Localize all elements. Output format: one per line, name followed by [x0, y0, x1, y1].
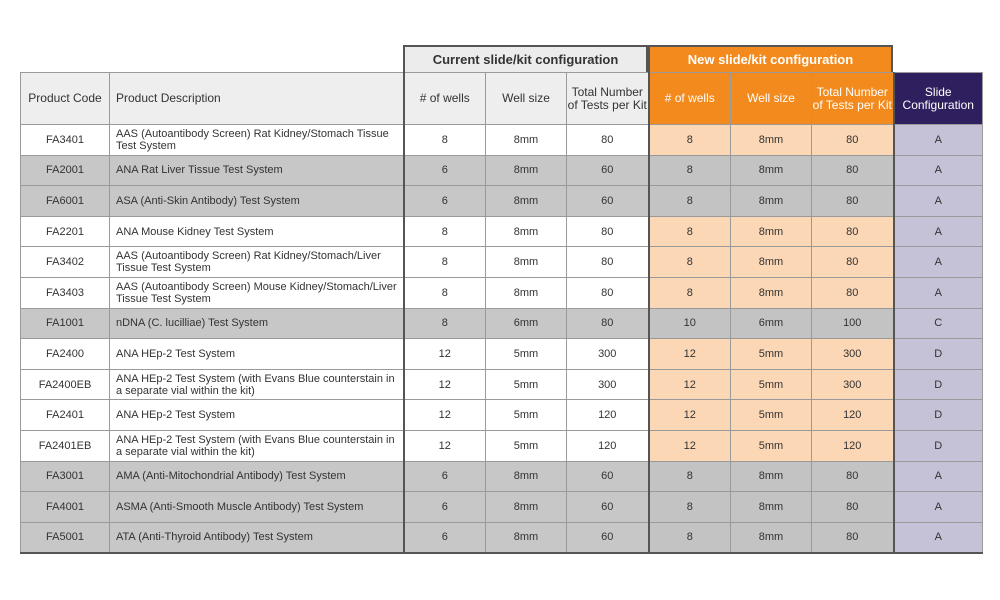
cell-current-well-size: 8mm — [486, 125, 567, 156]
cell-new-total-tests: 120 — [812, 400, 894, 431]
cell-current-wells: 8 — [404, 125, 486, 156]
cell-product-description: ANA Rat Liver Tissue Test System — [110, 155, 404, 186]
cell-current-wells: 8 — [404, 277, 486, 308]
cell-new-total-tests: 300 — [812, 369, 894, 400]
cell-product-description: ATA (Anti-Thyroid Antibody) Test System — [110, 522, 404, 553]
cell-new-wells: 12 — [649, 430, 731, 461]
cell-product-code: FA3401 — [21, 125, 110, 156]
table-row — [21, 461, 983, 492]
table-row — [21, 522, 983, 553]
cell-new-wells: 8 — [649, 461, 731, 492]
cell-new-wells: 8 — [649, 155, 731, 186]
cell-current-wells: 6 — [404, 461, 486, 492]
table-row — [21, 125, 983, 156]
cell-current-well-size: 8mm — [486, 492, 567, 523]
cell-current-total-tests: 80 — [567, 125, 649, 156]
cell-new-total-tests: 80 — [812, 155, 894, 186]
table-row — [21, 186, 983, 217]
cell-product-code: FA2400 — [21, 339, 110, 370]
table-row — [21, 369, 983, 400]
col-header-current-total-tests: Total Number of Tests per Kit — [567, 73, 649, 125]
new-config-header: New slide/kit configuration — [648, 45, 893, 72]
cell-slide-configuration: A — [894, 216, 983, 247]
cell-current-wells: 6 — [404, 186, 486, 217]
table-row — [21, 277, 983, 308]
cell-current-wells: 8 — [404, 216, 486, 247]
cell-new-wells: 8 — [649, 247, 731, 278]
cell-current-well-size: 5mm — [486, 339, 567, 370]
cell-product-code: FA2401 — [21, 400, 110, 431]
cell-current-well-size: 8mm — [486, 155, 567, 186]
cell-new-wells: 12 — [649, 369, 731, 400]
cell-product-code: FA3001 — [21, 461, 110, 492]
cell-current-total-tests: 300 — [567, 369, 649, 400]
cell-product-description: ASA (Anti-Skin Antibody) Test System — [110, 186, 404, 217]
cell-new-well-size: 8mm — [731, 492, 812, 523]
cell-new-total-tests: 120 — [812, 430, 894, 461]
cell-product-description: ANA HEp-2 Test System — [110, 400, 404, 431]
cell-slide-configuration: A — [894, 247, 983, 278]
cell-current-total-tests: 80 — [567, 308, 649, 339]
col-header-new-wells: # of wells — [649, 73, 731, 125]
cell-new-wells: 8 — [649, 522, 731, 553]
cell-current-well-size: 8mm — [486, 216, 567, 247]
cell-new-well-size: 8mm — [731, 247, 812, 278]
cell-new-total-tests: 80 — [812, 461, 894, 492]
cell-current-total-tests: 60 — [567, 492, 649, 523]
cell-product-code: FA3403 — [21, 277, 110, 308]
cell-new-well-size: 6mm — [731, 308, 812, 339]
cell-new-wells: 8 — [649, 186, 731, 217]
cell-product-description: ANA HEp-2 Test System — [110, 339, 404, 370]
cell-new-total-tests: 80 — [812, 492, 894, 523]
cell-current-wells: 12 — [404, 400, 486, 431]
cell-current-well-size: 5mm — [486, 430, 567, 461]
col-header-product-code: Product Code — [21, 73, 110, 125]
cell-current-total-tests: 60 — [567, 186, 649, 217]
cell-product-code: FA1001 — [21, 308, 110, 339]
cell-new-total-tests: 300 — [812, 339, 894, 370]
cell-current-wells: 6 — [404, 522, 486, 553]
cell-new-well-size: 8mm — [731, 125, 812, 156]
cell-new-wells: 12 — [649, 400, 731, 431]
cell-product-description: AMA (Anti-Mitochondrial Antibody) Test System — [110, 461, 404, 492]
cell-new-well-size: 8mm — [731, 216, 812, 247]
cell-product-code: FA5001 — [21, 522, 110, 553]
cell-new-wells: 10 — [649, 308, 731, 339]
cell-current-total-tests: 60 — [567, 155, 649, 186]
cell-product-description: ANA HEp-2 Test System (with Evans Blue counterstain in a separate vial within the kit) — [110, 430, 404, 461]
cell-product-code: FA6001 — [21, 186, 110, 217]
cell-current-total-tests: 80 — [567, 277, 649, 308]
current-config-header: Current slide/kit configuration — [403, 45, 648, 72]
col-header-current-well-size: Well size — [486, 73, 567, 125]
cell-product-code: FA3402 — [21, 247, 110, 278]
cell-product-description: AAS (Autoantibody Screen) Rat Kidney/Stomach Tissue Test System — [110, 125, 404, 156]
cell-product-description: nDNA (C. lucilliae) Test System — [110, 308, 404, 339]
table-header-row — [21, 73, 983, 125]
cell-product-description: AAS (Autoantibody Screen) Mouse Kidney/Stomach/Liver Tissue Test System — [110, 277, 404, 308]
table-row — [21, 247, 983, 278]
cell-current-wells: 8 — [404, 308, 486, 339]
cell-current-wells: 12 — [404, 339, 486, 370]
cell-current-total-tests: 60 — [567, 461, 649, 492]
cell-new-well-size: 8mm — [731, 186, 812, 217]
cell-current-total-tests: 120 — [567, 430, 649, 461]
cell-new-total-tests: 80 — [812, 216, 894, 247]
cell-new-well-size: 5mm — [731, 430, 812, 461]
cell-new-wells: 8 — [649, 492, 731, 523]
cell-slide-configuration: A — [894, 186, 983, 217]
cell-slide-configuration: A — [894, 492, 983, 523]
cell-product-description: AAS (Autoantibody Screen) Rat Kidney/Stomach/Liver Tissue Test System — [110, 247, 404, 278]
cell-current-total-tests: 60 — [567, 522, 649, 553]
cell-slide-configuration: A — [894, 277, 983, 308]
cell-new-wells: 8 — [649, 216, 731, 247]
cell-slide-configuration: A — [894, 461, 983, 492]
cell-product-code: FA4001 — [21, 492, 110, 523]
cell-current-well-size: 6mm — [486, 308, 567, 339]
cell-current-well-size: 8mm — [486, 186, 567, 217]
table-row — [21, 339, 983, 370]
cell-new-total-tests: 80 — [812, 247, 894, 278]
cell-slide-configuration: D — [894, 430, 983, 461]
cell-current-wells: 12 — [404, 369, 486, 400]
cell-current-wells: 6 — [404, 492, 486, 523]
table-row — [21, 155, 983, 186]
cell-new-total-tests: 80 — [812, 277, 894, 308]
cell-slide-configuration: D — [894, 339, 983, 370]
cell-current-total-tests: 120 — [567, 400, 649, 431]
cell-slide-configuration: A — [894, 522, 983, 553]
cell-current-total-tests: 80 — [567, 247, 649, 278]
cell-slide-configuration: C — [894, 308, 983, 339]
table-body — [21, 125, 983, 553]
cell-product-code: FA2401EB — [21, 430, 110, 461]
col-header-new-well-size: Well size — [731, 73, 812, 125]
cell-new-well-size: 8mm — [731, 461, 812, 492]
cell-product-code: FA2400EB — [21, 369, 110, 400]
cell-current-well-size: 5mm — [486, 369, 567, 400]
cell-current-total-tests: 80 — [567, 216, 649, 247]
cell-slide-configuration: D — [894, 400, 983, 431]
table-row — [21, 492, 983, 523]
table-row — [21, 430, 983, 461]
table-row — [21, 400, 983, 431]
cell-new-well-size: 5mm — [731, 400, 812, 431]
col-header-product-description: Product Description — [110, 73, 404, 125]
cell-new-wells: 8 — [649, 125, 731, 156]
table-row — [21, 308, 983, 339]
cell-product-description: ANA HEp-2 Test System (with Evans Blue counterstain in a separate vial within the kit) — [110, 369, 404, 400]
cell-current-well-size: 5mm — [486, 400, 567, 431]
cell-new-total-tests: 80 — [812, 125, 894, 156]
cell-new-well-size: 5mm — [731, 369, 812, 400]
col-header-current-wells: # of wells — [404, 73, 486, 125]
cell-new-well-size: 8mm — [731, 522, 812, 553]
col-header-slide-configuration: Slide Configuration — [894, 73, 983, 125]
cell-current-wells: 8 — [404, 247, 486, 278]
cell-slide-configuration: A — [894, 155, 983, 186]
cell-current-well-size: 8mm — [486, 247, 567, 278]
cell-product-description: ANA Mouse Kidney Test System — [110, 216, 404, 247]
cell-new-wells: 8 — [649, 277, 731, 308]
table-row — [21, 216, 983, 247]
cell-product-code: FA2001 — [21, 155, 110, 186]
col-header-new-total-tests: Total Number of Tests per Kit — [812, 73, 894, 125]
cell-current-wells: 6 — [404, 155, 486, 186]
cell-new-total-tests: 80 — [812, 186, 894, 217]
cell-product-description: ASMA (Anti-Smooth Muscle Antibody) Test System — [110, 492, 404, 523]
cell-current-wells: 12 — [404, 430, 486, 461]
cell-new-well-size: 8mm — [731, 155, 812, 186]
cell-new-well-size: 8mm — [731, 277, 812, 308]
cell-current-well-size: 8mm — [486, 461, 567, 492]
product-configuration-table — [20, 72, 983, 554]
cell-slide-configuration: D — [894, 369, 983, 400]
cell-new-well-size: 5mm — [731, 339, 812, 370]
cell-new-wells: 12 — [649, 339, 731, 370]
cell-current-total-tests: 300 — [567, 339, 649, 370]
cell-current-well-size: 8mm — [486, 522, 567, 553]
cell-slide-configuration: A — [894, 125, 983, 156]
cell-product-code: FA2201 — [21, 216, 110, 247]
cell-new-total-tests: 80 — [812, 522, 894, 553]
cell-new-total-tests: 100 — [812, 308, 894, 339]
cell-current-well-size: 8mm — [486, 277, 567, 308]
